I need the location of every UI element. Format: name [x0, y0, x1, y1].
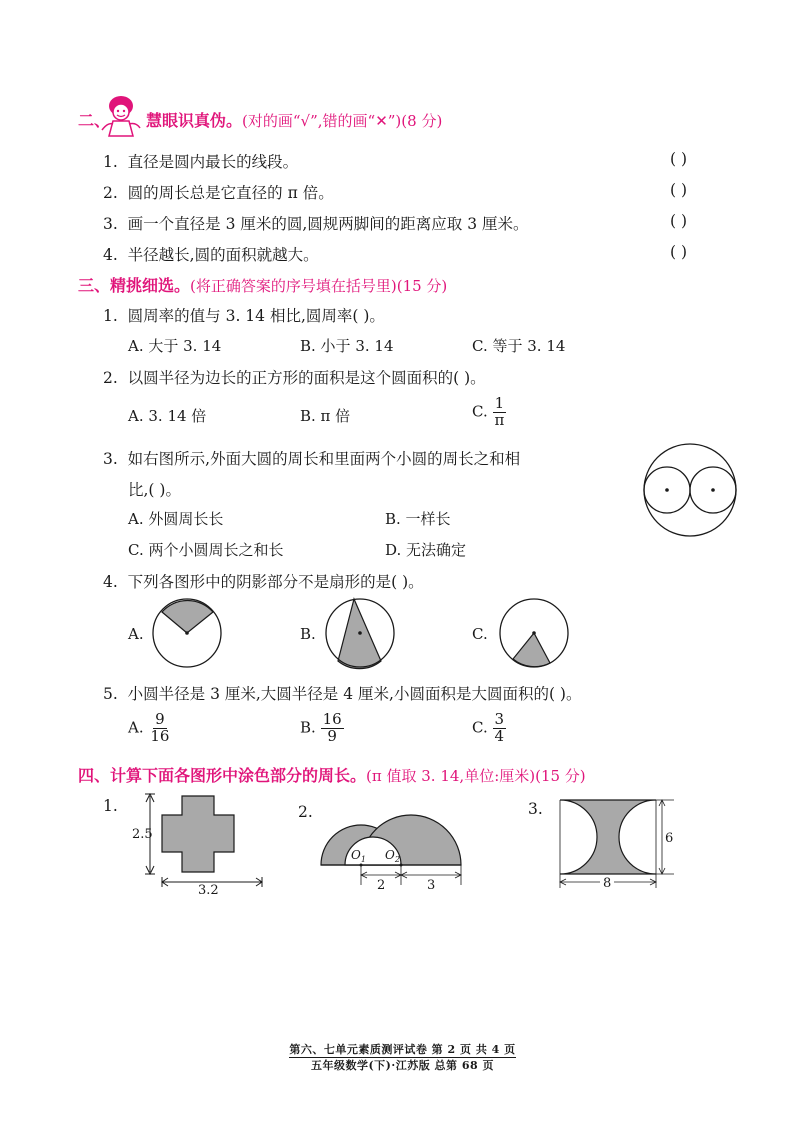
- question-number: 2.: [103, 369, 118, 387]
- mc-question-1: [103, 304, 385, 326]
- tf-item-text: 圆的周长总是它直径的 π 倍。: [127, 184, 334, 202]
- section4-title: 四、计算下面各图形中涂色部分的周长。: [78, 766, 367, 785]
- question-number: 3.: [103, 450, 118, 468]
- rectangle-semicircles-figure: [548, 790, 678, 895]
- question-number: 5.: [103, 685, 118, 703]
- fraction: [321, 712, 344, 745]
- option-c[interactable]: C. 两个小圆周长之和长: [128, 541, 284, 559]
- question-text: 小圆半径是 3 厘米,大圆半径是 4 厘米,小圆面积是大圆面积的( )。: [127, 685, 582, 703]
- circle-segment-c-figure: [496, 597, 572, 673]
- section4-note: (π 值取 3. 14,单位:厘米)(15 分): [366, 767, 586, 785]
- option-a[interactable]: A. 外圆周长长: [128, 510, 224, 528]
- denominator: 16: [150, 726, 170, 745]
- cross-height-label: 2.5: [132, 827, 153, 842]
- fraction: [493, 712, 507, 745]
- question-text: 圆周率的值与 3. 14 相比,圆周率( )。: [127, 307, 385, 325]
- option-c[interactable]: [472, 712, 506, 745]
- fraction: [493, 396, 507, 429]
- cross-figure: [128, 790, 268, 898]
- option-label: C.: [472, 402, 488, 421]
- mc-question-4: [103, 570, 424, 592]
- section2-number: 二、: [78, 111, 111, 130]
- section3-title: 三、精挑细选。: [78, 276, 191, 295]
- answer-blank[interactable]: ( ): [670, 212, 688, 230]
- denominator: 4: [494, 726, 505, 745]
- tf-item-number: 4.: [103, 246, 118, 264]
- answer-blank[interactable]: ( ): [670, 150, 688, 168]
- tf-item-number: 3.: [103, 215, 118, 233]
- tf-item-text: 直径是圆内最长的线段。: [127, 153, 299, 171]
- option-c[interactable]: C. 等于 3. 14: [472, 337, 566, 355]
- option-b[interactable]: B. 一样长: [385, 510, 451, 528]
- figure-3-number: 3.: [528, 800, 543, 818]
- tf-item-3: [103, 212, 529, 234]
- cross-width-label: 3.2: [198, 883, 219, 898]
- rect-width-label: 8: [603, 876, 612, 891]
- option-c[interactable]: [472, 396, 506, 429]
- question-text: 以圆半径为边长的正方形的面积是这个圆面积的( )。: [127, 369, 486, 387]
- center-o2-label: $O_2$: [385, 848, 400, 864]
- mc-question-5: [103, 682, 581, 704]
- answer-blank[interactable]: ( ): [670, 181, 688, 199]
- tf-item-number: 1.: [103, 153, 118, 171]
- denominator: π: [494, 410, 505, 429]
- figure-2-number: 2.: [298, 803, 313, 821]
- footer-page-info: 第六、七单元素质测评试卷 第 2 页 共 4 页: [289, 1043, 516, 1056]
- numerator: 1: [494, 394, 505, 412]
- section3-note: (将正确答案的序号填在括号里)(15 分): [190, 277, 448, 295]
- segment-2-label: 2: [377, 878, 386, 893]
- circle-sector-a-figure: [150, 597, 226, 673]
- circles-figure: [640, 440, 740, 540]
- tf-item-4: [103, 243, 319, 265]
- option-d[interactable]: D. 无法确定: [385, 541, 467, 559]
- option-a[interactable]: A. 大于 3. 14: [128, 337, 222, 355]
- tf-item-text: 画一个直径是 3 厘米的圆,圆规两脚间的距离应取 3 厘米。: [127, 215, 529, 233]
- question-number: 4.: [103, 573, 118, 591]
- section2-heading: [146, 108, 442, 131]
- tf-item-text: 半径越长,圆的面积就越大。: [127, 246, 319, 264]
- semicircles-figure: [315, 795, 470, 895]
- tf-item-number: 2.: [103, 184, 118, 202]
- tf-item-2: [103, 181, 334, 203]
- numerator: 3: [494, 710, 505, 728]
- section2-note: (对的画“√”,错的画“✕”)(8 分): [242, 112, 443, 130]
- mc-question-3: [103, 447, 520, 469]
- figure-1-number: 1.: [103, 797, 118, 815]
- tf-item-1: [103, 150, 298, 172]
- option-a[interactable]: A. 3. 14 倍: [128, 407, 207, 425]
- numerator: 9: [155, 710, 165, 728]
- option-b[interactable]: B.: [300, 625, 316, 643]
- option-b[interactable]: B. π 倍: [300, 407, 351, 425]
- option-label: A.: [128, 718, 144, 737]
- question-number: 1.: [103, 307, 118, 325]
- question-text: 下列各图形中的阴影部分不是扇形的是( )。: [127, 573, 424, 591]
- section4-heading: [78, 763, 586, 786]
- answer-blank[interactable]: ( ): [670, 243, 688, 261]
- question-text-line2: 比,( )。: [128, 481, 181, 499]
- fraction: [148, 712, 171, 745]
- option-b[interactable]: B. 小于 3. 14: [300, 337, 394, 355]
- question-text: 如右图所示,外面大圆的周长和里面两个小圆的周长之和相: [127, 450, 521, 468]
- option-label: C.: [472, 718, 488, 737]
- footer-line-2: 五年级数学(下)·江苏版 总第 68 页: [310, 1059, 495, 1072]
- numerator: 16: [322, 710, 342, 728]
- section2-title: 慧眼识真伪。: [146, 111, 243, 130]
- cartoon-character-icon: [98, 92, 144, 138]
- denominator: 9: [327, 726, 337, 745]
- option-a[interactable]: A.: [128, 625, 144, 643]
- segment-3-label: 3: [427, 878, 436, 893]
- option-label: B.: [300, 718, 316, 737]
- option-a[interactable]: [128, 712, 171, 745]
- footer-line-1: [0, 1041, 805, 1057]
- option-c[interactable]: C.: [472, 625, 488, 643]
- rect-height-label: 6: [665, 831, 674, 846]
- section3-heading: [78, 273, 447, 296]
- mc-question-2: [103, 366, 486, 388]
- option-b[interactable]: [300, 712, 344, 745]
- center-o1-label: $O_1$: [351, 848, 366, 864]
- circle-triangle-b-figure: [322, 597, 398, 673]
